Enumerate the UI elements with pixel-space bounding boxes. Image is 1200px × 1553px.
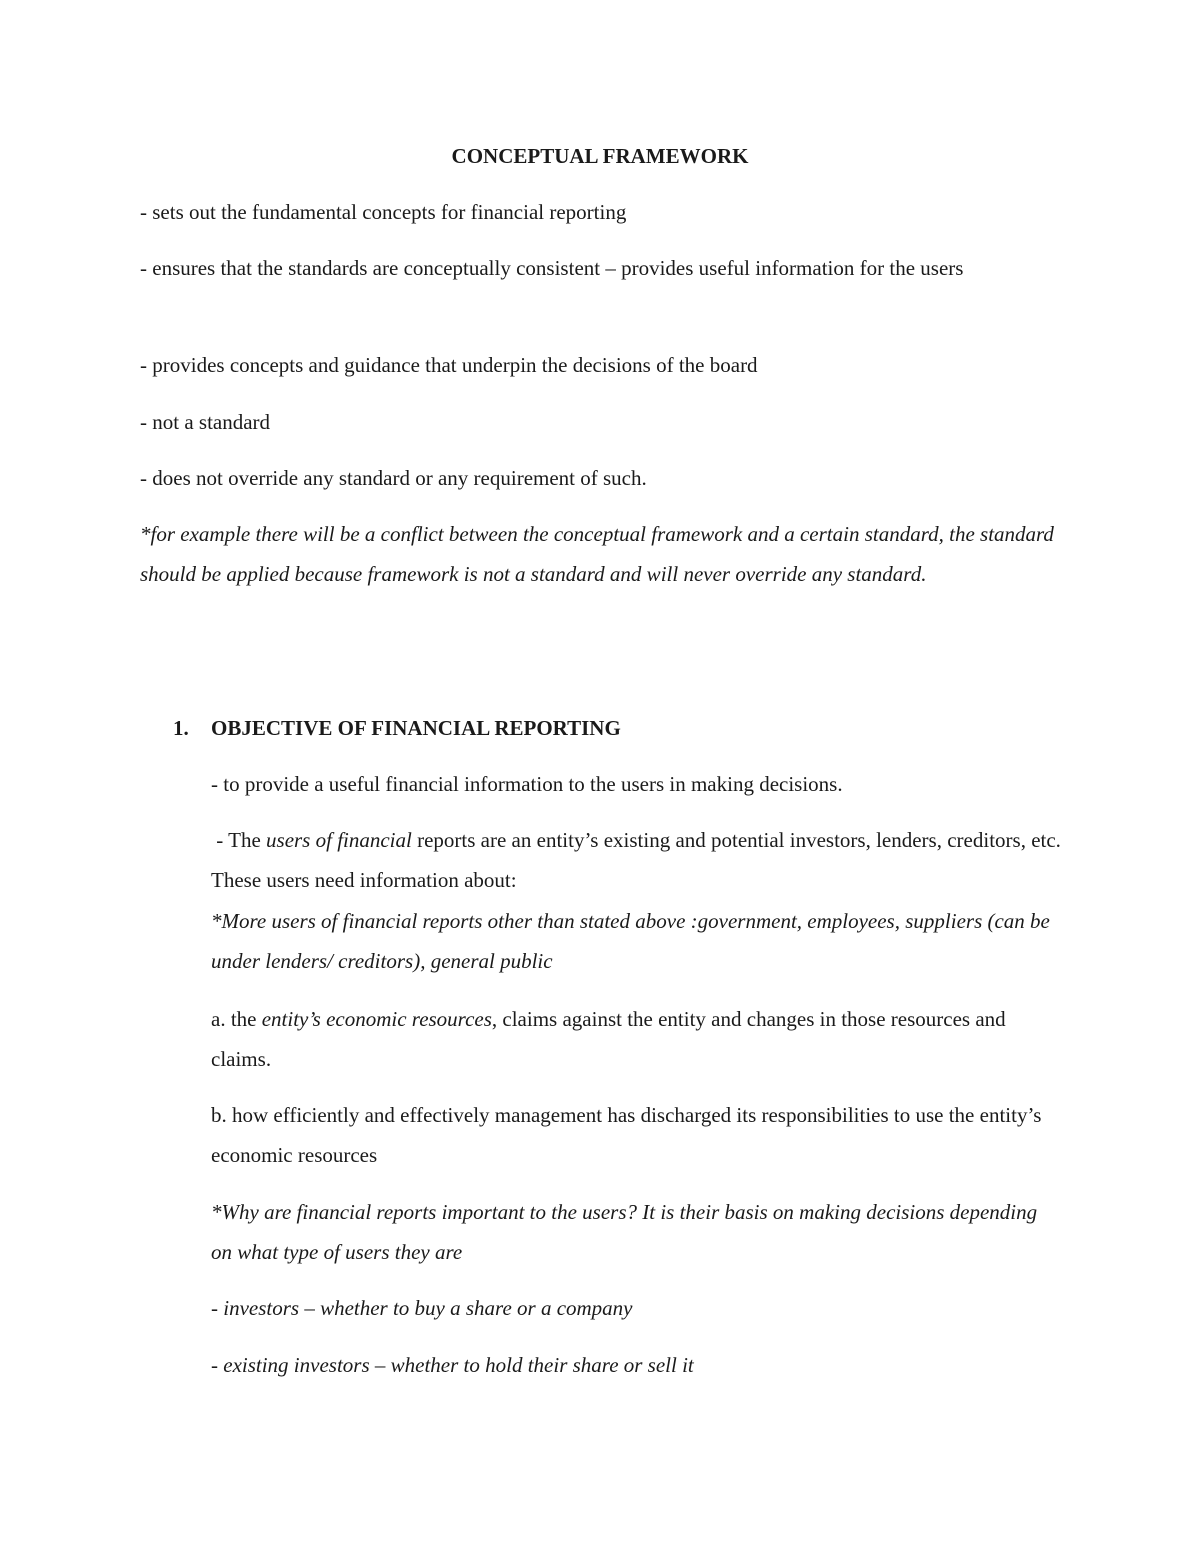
users-paragraph-rest: reports are an entity’s existing and potential investors, lenders, creditors, etc. These users need information about: <box>211 828 1061 892</box>
section-number: 1. <box>173 716 189 740</box>
users-paragraph <box>211 820 1061 900</box>
users-emphasis: users of financial <box>266 828 412 852</box>
item-a <box>211 999 1061 1079</box>
why-important-note: *Why are financial reports important to the users? It is their basis on making decisions depending on what type of users they are <box>211 1200 1038 1264</box>
existing-investors-line: - existing investors – whether to hold their share or sell it <box>211 1353 694 1377</box>
users-paragraph-lead: - The <box>211 828 267 852</box>
intro-example-note: *for example there will be a conflict between the conceptual framework and a certain standard, the standard should be applied because framework is not a standard and will never override any standard. <box>140 522 1054 586</box>
section-heading-text: OBJECTIVE OF FINANCIAL REPORTING <box>211 716 621 740</box>
intro-bullet-1: - sets out the fundamental concepts for financial reporting <box>140 200 627 224</box>
intro-bullet-4: - not a standard <box>140 410 271 434</box>
item-a-emphasis: entity’s economic resources <box>261 1007 492 1031</box>
item-b: b. how efficiently and effectively management has discharged its responsibilities to use the entity’s economic resources <box>211 1103 1042 1167</box>
item-a-lead: a. the <box>211 1007 262 1031</box>
intro-bullet-5: - does not override any standard or any requirement of such. <box>140 466 647 490</box>
intro-bullet-2: - ensures that the standards are conceptually consistent – provides useful information for the users <box>140 256 964 280</box>
document-title: CONCEPTUAL FRAMEWORK <box>451 144 749 168</box>
objective-paragraph: - to provide a useful financial information to the users in making decisions. <box>211 772 843 796</box>
intro-bullet-3: - provides concepts and guidance that underpin the decisions of the board <box>140 353 758 377</box>
item-a-rest: , claims against the entity and changes in those resources and claims. <box>211 1007 1006 1071</box>
section-heading <box>173 708 621 748</box>
more-users-note: *More users of financial reports other than stated above :government, employees, suppliers (can be under lenders/ creditors), general public <box>211 909 1050 973</box>
investors-line: - investors – whether to buy a share or a company <box>211 1296 633 1320</box>
